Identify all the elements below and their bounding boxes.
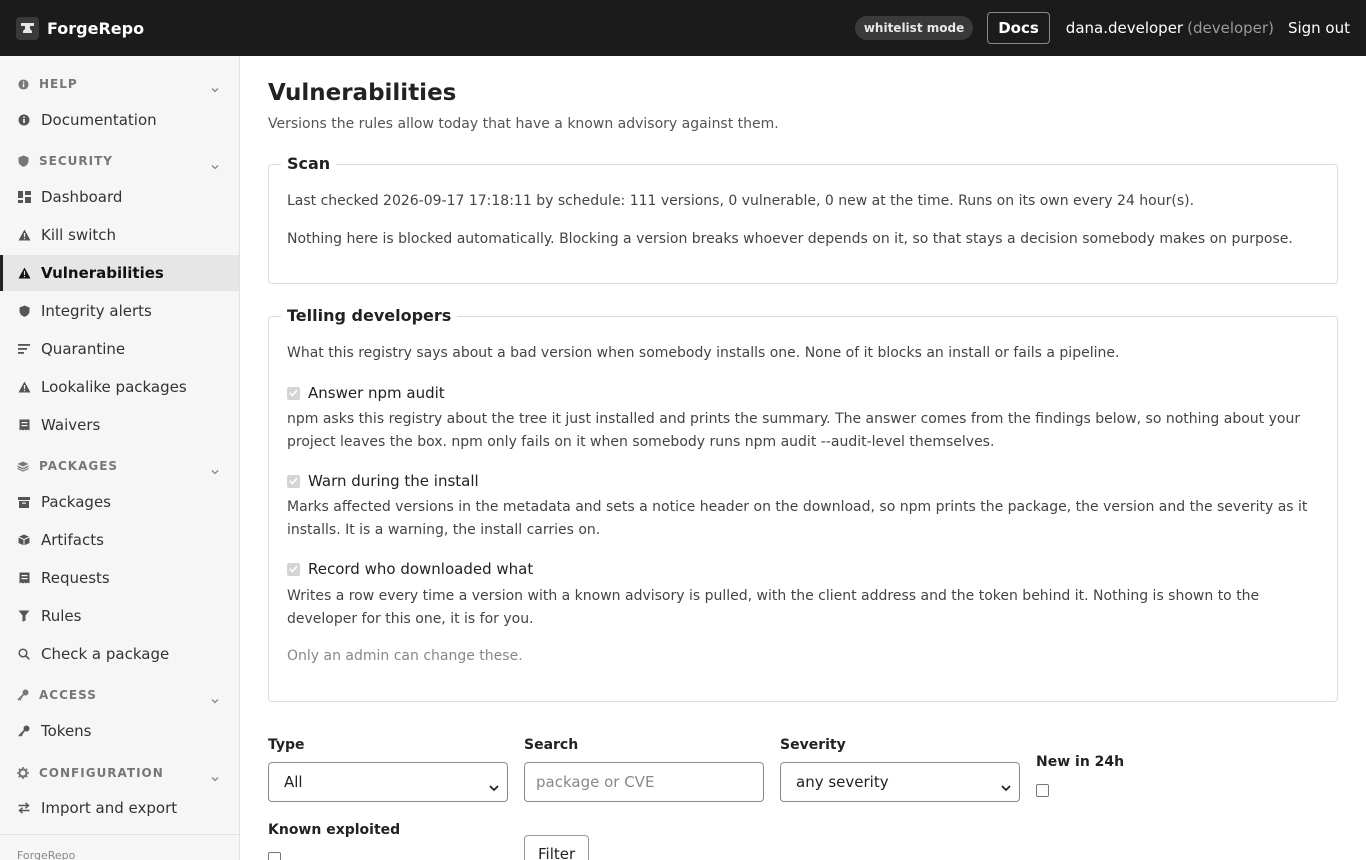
sidebar-item-kill-switch[interactable]: Kill switch <box>0 217 239 253</box>
chevron-down-icon <box>489 778 499 796</box>
brand[interactable] <box>16 17 144 40</box>
key-icon <box>17 724 31 738</box>
sidebar <box>0 56 240 860</box>
shield-icon <box>17 304 31 318</box>
cube-icon <box>17 533 31 547</box>
sidebar-item-import-and-export[interactable]: Import and export <box>0 790 239 826</box>
archive-icon <box>17 495 31 509</box>
record-downloads-description: Writes a row every time a version with a known advisory is pulled, with the client address and the token behind it. Nothing is shown to the developer for this one, it is for you. <box>287 588 1260 627</box>
search-icon <box>17 647 31 661</box>
scan-status-text: Last checked 2026-09-17 17:18:11 by schedule: 111 versions, 0 vulnerable, 0 new at the time. Runs on its own every 24 hour(s). <box>287 193 1195 209</box>
sidebar-item-quarantine[interactable]: Quarantine <box>0 331 239 367</box>
user-role: (developer) <box>1187 19 1274 37</box>
sidebar-item-waivers[interactable]: Waivers <box>0 407 239 443</box>
type-filter-value: All <box>284 773 303 791</box>
page-subtitle: Versions the rules allow today that have a known advisory against them. <box>268 116 779 132</box>
warning-icon <box>17 380 31 394</box>
user-name: dana.developer <box>1065 19 1184 37</box>
telling-developers-panel <box>268 306 1338 702</box>
sidebar-item-dashboard[interactable]: Dashboard <box>0 179 239 215</box>
answer-npm-audit-description: npm asks this registry about the tree it just installed and prints the summary. The answer comes from the findings below, so nothing about your project leaves the box. npm only fails on it when somebody runs npm audit --audit-level themselves. <box>287 411 1301 450</box>
swap-icon <box>17 801 31 815</box>
option-answer-npm-audit <box>287 384 445 402</box>
chevron-down-icon <box>211 155 219 174</box>
record-downloads-label: Record who downloaded what <box>308 560 534 578</box>
warn-during-install-checkbox <box>287 475 300 488</box>
grid-icon <box>17 190 31 204</box>
answer-npm-audit-checkbox <box>287 387 300 400</box>
sidebar-item-integrity-alerts[interactable]: Integrity alerts <box>0 293 239 329</box>
box-icon <box>17 460 29 472</box>
sidebar-item-artifacts[interactable]: Artifacts <box>0 522 239 558</box>
filter-button[interactable]: Filter <box>524 835 589 860</box>
sidebar-group-help[interactable]: HELP <box>0 74 239 94</box>
info-icon <box>17 113 31 127</box>
known-exploited-checkbox[interactable] <box>268 852 281 860</box>
warning-icon <box>17 266 31 280</box>
type-filter-label: Type <box>268 737 305 753</box>
page-title: Vulnerabilities <box>268 80 457 106</box>
warn-during-install-description: Marks affected versions in the metadata and sets a notice header on the download, so npm prints the package, the version and the severity as it installs. It is a warning, the install carries on. <box>287 499 1308 538</box>
chevron-down-icon <box>211 78 219 97</box>
sidebar-footer: ForgeRepo <box>0 834 239 860</box>
answer-npm-audit-label: Answer npm audit <box>308 384 445 402</box>
sidebar-group-security[interactable]: SECURITY <box>0 151 239 171</box>
chevron-down-icon <box>211 460 219 479</box>
admin-note: Only an admin can change these. <box>287 648 523 664</box>
sidebar-item-vulnerabilities[interactable]: Vulnerabilities <box>0 255 239 291</box>
option-record-downloads <box>287 560 533 578</box>
sidebar-item-packages[interactable]: Packages <box>0 484 239 520</box>
chevron-down-icon <box>211 767 219 786</box>
severity-filter-value: any severity <box>796 773 889 791</box>
scan-legend: Scan <box>281 154 336 173</box>
type-filter-select[interactable] <box>268 762 508 802</box>
telling-developers-intro: What this registry says about a bad version when somebody installs one. None of it blocks an install or fails a pipeline. <box>287 345 1120 361</box>
sidebar-item-lookalike-packages[interactable]: Lookalike packages <box>0 369 239 405</box>
sidebar-item-rules[interactable]: Rules <box>0 598 239 634</box>
record-downloads-checkbox <box>287 563 300 576</box>
telling-developers-legend: Telling developers <box>281 306 457 325</box>
severity-filter-label: Severity <box>780 737 846 753</box>
severity-filter-select[interactable] <box>780 762 1020 802</box>
brand-name: ForgeRepo <box>47 18 145 38</box>
filter-icon <box>17 609 31 623</box>
new-24h-checkbox[interactable] <box>1036 784 1049 797</box>
mode-badge: whitelist mode <box>855 16 973 40</box>
sidebar-group-access[interactable]: ACCESS <box>0 685 239 705</box>
warning-icon <box>17 228 31 242</box>
chevron-down-icon <box>211 689 219 708</box>
scan-policy-text: Nothing here is blocked automatically. Blocking a version breaks whoever depends on it, so that stays a decision somebody makes on purpose. <box>287 231 1293 247</box>
info-icon <box>17 78 29 90</box>
scan-panel <box>268 154 1338 284</box>
sidebar-item-requests[interactable]: Requests <box>0 560 239 596</box>
sidebar-item-check-a-package[interactable]: Check a package <box>0 636 239 672</box>
top-bar <box>0 0 1366 56</box>
lines-icon <box>17 342 31 356</box>
sign-out-link[interactable]: Sign out <box>1287 19 1350 37</box>
sidebar-item-tokens[interactable]: Tokens <box>0 713 239 749</box>
warn-during-install-label: Warn during the install <box>308 472 479 490</box>
option-warn-during-install <box>287 472 479 490</box>
known-exploited-label: Known exploited <box>268 822 401 838</box>
sidebar-item-documentation[interactable]: Documentation <box>0 102 239 138</box>
anvil-logo-icon <box>16 17 39 40</box>
new-24h-label: New in 24h <box>1036 754 1125 770</box>
docs-link[interactable]: Docs <box>987 12 1050 44</box>
chevron-down-icon <box>1001 778 1011 796</box>
sidebar-group-configuration[interactable]: CONFIGURATION <box>0 763 239 783</box>
receipt-icon <box>17 571 31 585</box>
gear-icon <box>17 767 29 779</box>
search-input[interactable] <box>524 762 764 802</box>
search-filter-label: Search <box>524 737 579 753</box>
sidebar-group-packages[interactable]: PACKAGES <box>0 456 239 476</box>
key-icon <box>17 689 29 701</box>
receipt-icon <box>17 418 31 432</box>
shield-icon <box>17 155 29 167</box>
